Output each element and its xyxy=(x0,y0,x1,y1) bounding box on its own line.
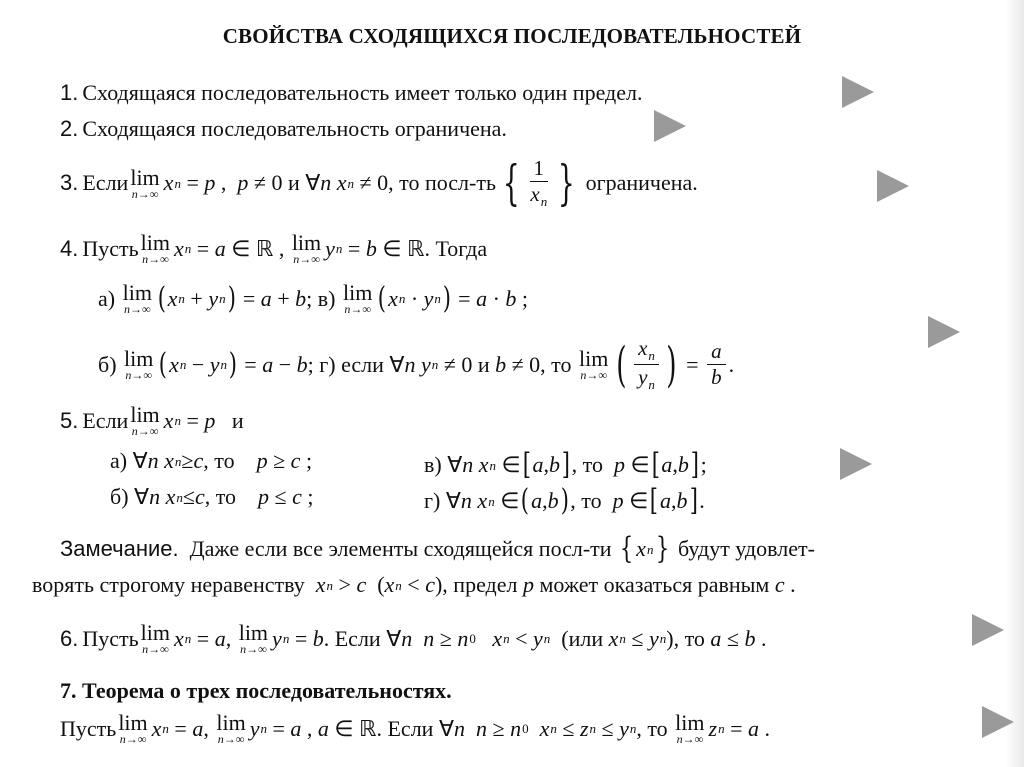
next-arrow-2[interactable] xyxy=(654,110,686,142)
remark-line-1: Замечание. Даже если все элементы сходящейся посл-ти { x n } будут удовлет- xyxy=(60,531,815,566)
page-title: СВОЙСТВА СХОДЯЩИХСЯ ПОСЛЕДОВАТЕЛЬНОСТЕЙ xyxy=(222,24,802,48)
next-arrow-4[interactable] xyxy=(928,316,960,348)
property-6: 6. Пусть lim n→∞ x n = a , lim n→∞ y n = b . Если ∀ n n ≥ n 0 x n < y n (или x n ≤ y n ), то a ≤ b . xyxy=(60,620,767,656)
property-5-g: г) ∀ n x n ∈ ( a , b ) , то p ∈ [ a , b ] . xyxy=(424,483,705,518)
remark-line-2: ворять строгому неравенству x n > c ( x n < c ), предел p может оказаться равным c . xyxy=(32,572,796,597)
next-arrow-7[interactable] xyxy=(982,706,1014,738)
next-arrow-5[interactable] xyxy=(840,448,872,480)
property-5: 5. Если lim n→∞ x n = p и xyxy=(60,402,244,438)
property-3: 3. Если lim n→∞ x n = p , p ≠ 0 и ∀ n x n ≠ 0 , то посл-ть { $\frac{1}{x_n}$ } ограничена. xyxy=(60,155,698,211)
next-arrow-6[interactable] xyxy=(972,614,1004,646)
property-4: 4. Пусть lim n→∞ x n = a ∈ ℝ , lim n→∞ y n = b ∈ ℝ . Тогда xyxy=(60,230,488,266)
next-arrow-1[interactable] xyxy=(842,76,874,108)
property-5-v: в) ∀ n x n ∈ [ a , b ] , то p ∈ [ a , b ] ; xyxy=(424,447,707,482)
property-7: Пусть lim n→∞ x n = a , lim n→∞ y n = a , a ∈ ℝ . Если ∀ n n ≥ n 0 x n ≤ z n ≤ y n , то lim n→∞ z n = a . xyxy=(60,710,770,746)
property-5-b: б) ∀ n x n ≤ c , то p ≤ c ; xyxy=(110,484,314,509)
property-2: 2. Сходящаяся последовательность ограничена. xyxy=(60,116,507,141)
property-4-ab: а) lim n→∞ ( x n + y n ) = a + b ; в) lim n→∞ ( x n · y n ) = a · b ; xyxy=(98,280,529,316)
property-7-title: 7. Теорема о трех последовательностях. xyxy=(60,678,452,703)
page-right-border xyxy=(1006,0,1024,767)
property-1: 1. Сходящаяся последовательность имеет только один предел. xyxy=(60,80,643,105)
limit-operator: lim n→∞ xyxy=(130,164,160,201)
property-4-bg: б) lim n→∞ ( x n − y n ) = a − b ; г) если ∀ n y n ≠ 0 и b ≠ 0 , то lim n→∞ ( $\frac{x_n}{y_n}$ ) = $\frac{a}{b}$ . xyxy=(98,336,735,393)
property-5-a: а) ∀ n x n ≥ c , то p ≥ c ; xyxy=(110,448,313,473)
next-arrow-3[interactable] xyxy=(877,170,909,202)
